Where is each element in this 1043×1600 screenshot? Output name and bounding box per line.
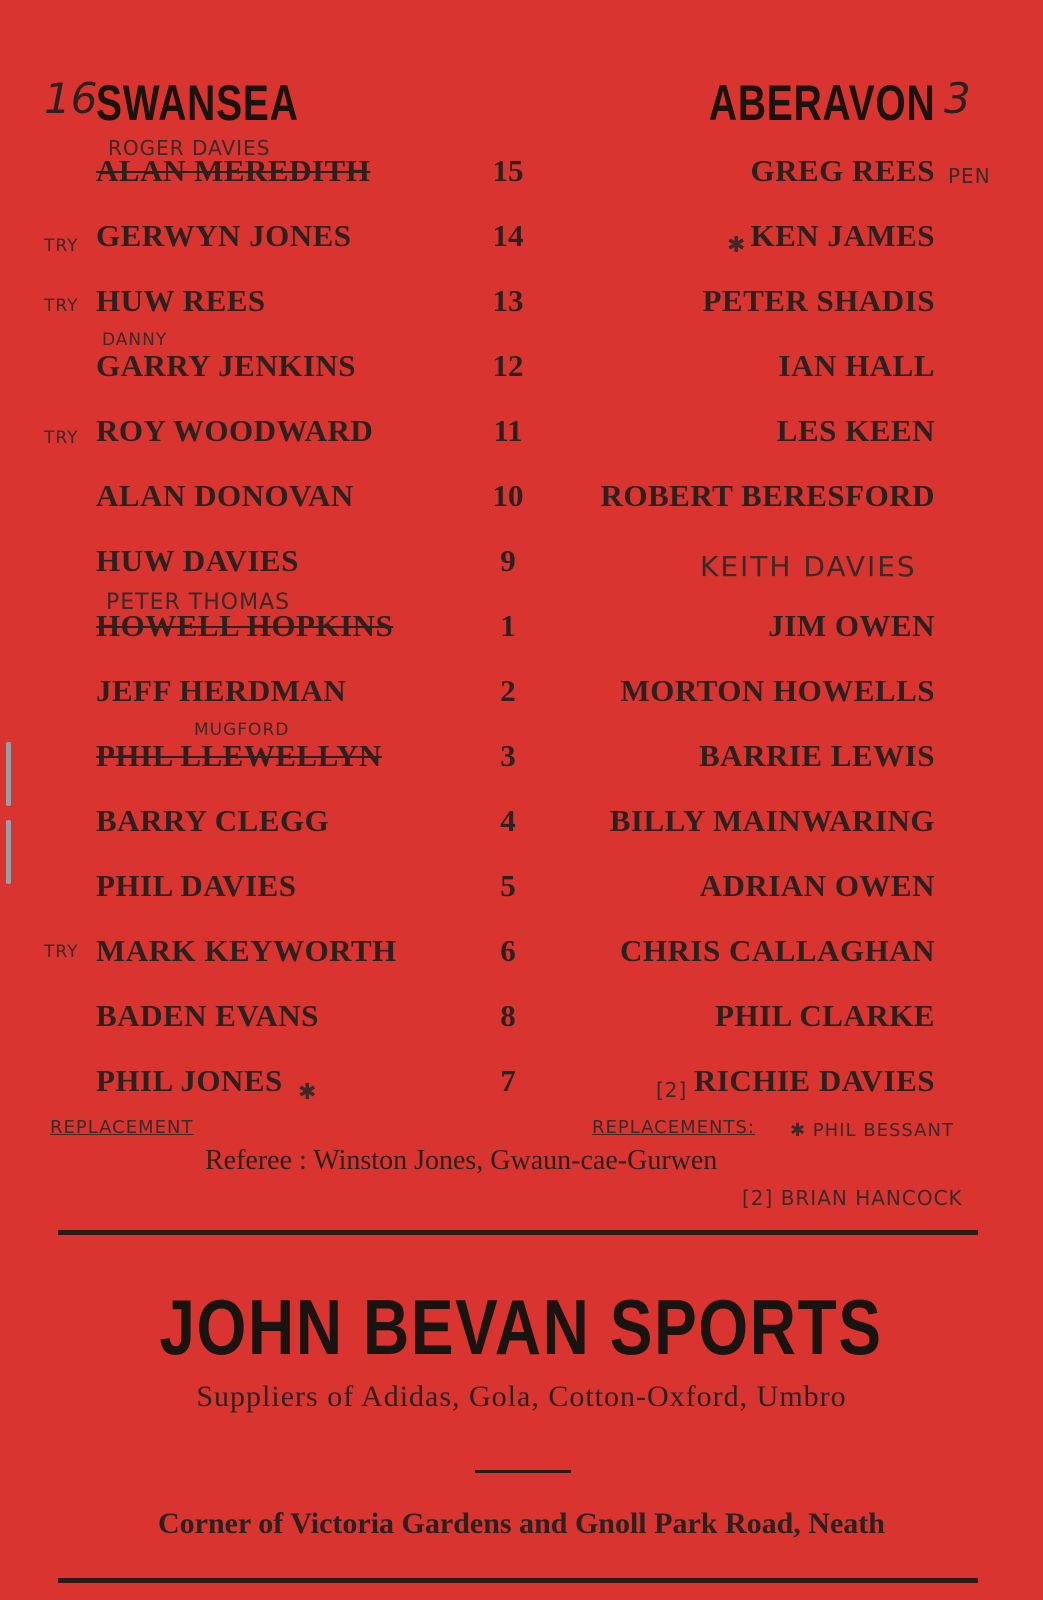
team-row xyxy=(0,990,1043,1055)
team-row xyxy=(0,860,1043,925)
team-row xyxy=(0,730,1043,795)
away-team-name: ABERAVON xyxy=(708,75,935,131)
advert-title xyxy=(0,1282,1043,1373)
away-player: ROBERT BERESFORD xyxy=(600,478,935,513)
handwritten-try-2: TRY xyxy=(44,296,79,316)
away-player: RICHIE DAVIES xyxy=(693,1063,935,1098)
away-player: MORTON HOWELLS xyxy=(620,673,935,708)
shirt-number: 3 xyxy=(500,738,516,773)
away-player: LES KEEN xyxy=(776,413,935,448)
team-row xyxy=(0,795,1043,860)
away-player: JIM OWEN xyxy=(768,608,935,643)
team-row xyxy=(0,405,1043,470)
handwritten-try-4: TRY xyxy=(44,942,79,962)
handwritten-try-1: TRY xyxy=(44,236,79,256)
away-player: CHRIS CALLAGHAN xyxy=(620,933,935,968)
referee-line: Referee : Winston Jones, Gwaun-cae-Gurwen xyxy=(205,1145,718,1176)
handwritten-roger-davies: ROGER DAVIES xyxy=(108,136,271,160)
home-player: HUW DAVIES xyxy=(96,543,299,578)
team-row xyxy=(0,1055,1043,1120)
shirt-number: 9 xyxy=(500,543,516,578)
advert-short-divider xyxy=(475,1470,571,1473)
shirt-number: 1 xyxy=(500,608,516,643)
home-team-name: SWANSEA xyxy=(96,75,299,131)
handwritten-pen: PEN xyxy=(948,164,991,188)
away-player: PETER SHADIS xyxy=(702,283,935,318)
home-player: ALAN MEREDITH xyxy=(96,153,371,188)
home-player: GERWYN JONES xyxy=(96,218,352,253)
home-player: BADEN EVANS xyxy=(96,998,319,1033)
away-player: BARRIE LEWIS xyxy=(699,738,935,773)
handwritten-danny: DANNY xyxy=(102,330,168,350)
handwritten-try-3: TRY xyxy=(44,428,79,448)
shirt-number: 8 xyxy=(500,998,516,1033)
shirt-number: 10 xyxy=(492,478,524,513)
shirt-number: 13 xyxy=(492,283,524,318)
home-player: HUW REES xyxy=(96,283,266,318)
home-player: PHIL DAVIES xyxy=(96,868,297,903)
divider-top xyxy=(58,1230,978,1235)
shirt-number: 7 xyxy=(500,1063,516,1098)
away-score-handwritten: 3 xyxy=(944,74,971,123)
home-player: BARRY CLEGG xyxy=(96,803,330,838)
shirt-number: 6 xyxy=(500,933,516,968)
home-player: ROY WOODWARD xyxy=(96,413,374,448)
handwritten-brian-hancock: [2] BRIAN HANCOCK xyxy=(742,1186,963,1210)
handwritten-star-2: ✱ xyxy=(298,1080,318,1105)
handwritten-mugford: MUGFORD xyxy=(194,720,290,740)
home-player: ALAN DONOVAN xyxy=(96,478,354,513)
team-row xyxy=(0,210,1043,275)
handwritten-replacement: REPLACEMENT xyxy=(50,1117,194,1138)
shirt-number: 15 xyxy=(492,153,524,188)
home-player: JEFF HERDMAN xyxy=(96,673,347,708)
advert-title-text: JOHN BEVAN SPORTS xyxy=(159,1283,884,1371)
home-player: MARK KEYWORTH xyxy=(96,933,397,968)
advert-subtitle: Suppliers of Adidas, Gola, Cotton-Oxford, Umbro xyxy=(196,1380,847,1413)
away-player: ADRIAN OWEN xyxy=(699,868,935,903)
shirt-number: 14 xyxy=(492,218,524,253)
handwritten-keith-davies: KEITH DAVIES xyxy=(700,550,917,583)
away-player: IAN HALL xyxy=(778,348,935,383)
team-row xyxy=(0,470,1043,535)
away-player: BILLY MAINWARING xyxy=(609,803,935,838)
divider-bottom xyxy=(58,1578,978,1583)
advert-address: Corner of Victoria Gardens and Gnoll Park Road, Neath xyxy=(158,1507,885,1540)
handwritten-box-2: [2] xyxy=(656,1078,688,1102)
away-player: GREG REES xyxy=(750,153,935,188)
away-player: PHIL CLARKE xyxy=(715,998,935,1033)
team-sheet xyxy=(0,145,1043,1120)
away-player: KEN JAMES xyxy=(750,218,935,253)
handwritten-replacements: REPLACEMENTS: xyxy=(592,1117,755,1138)
home-player: PHIL LLEWELLYN xyxy=(96,738,382,773)
home-score-handwritten: 16 xyxy=(44,74,98,123)
team-row xyxy=(0,665,1043,730)
shirt-number: 11 xyxy=(493,413,523,448)
handwritten-star: ✱ xyxy=(727,233,747,258)
handwritten-phil-bessant: ✱ PHIL BESSANT xyxy=(790,1120,954,1141)
shirt-number: 4 xyxy=(500,803,516,838)
team-row xyxy=(0,925,1043,990)
shirt-number: 2 xyxy=(500,673,516,708)
home-player: HOWELL HOPKINS xyxy=(96,608,394,643)
home-player: PHIL JONES xyxy=(96,1063,283,1098)
shirt-number: 5 xyxy=(500,868,516,903)
handwritten-peter-thomas: PETER THOMAS xyxy=(106,590,291,615)
home-player: GARRY JENKINS xyxy=(96,348,357,383)
shirt-number: 12 xyxy=(492,348,524,383)
